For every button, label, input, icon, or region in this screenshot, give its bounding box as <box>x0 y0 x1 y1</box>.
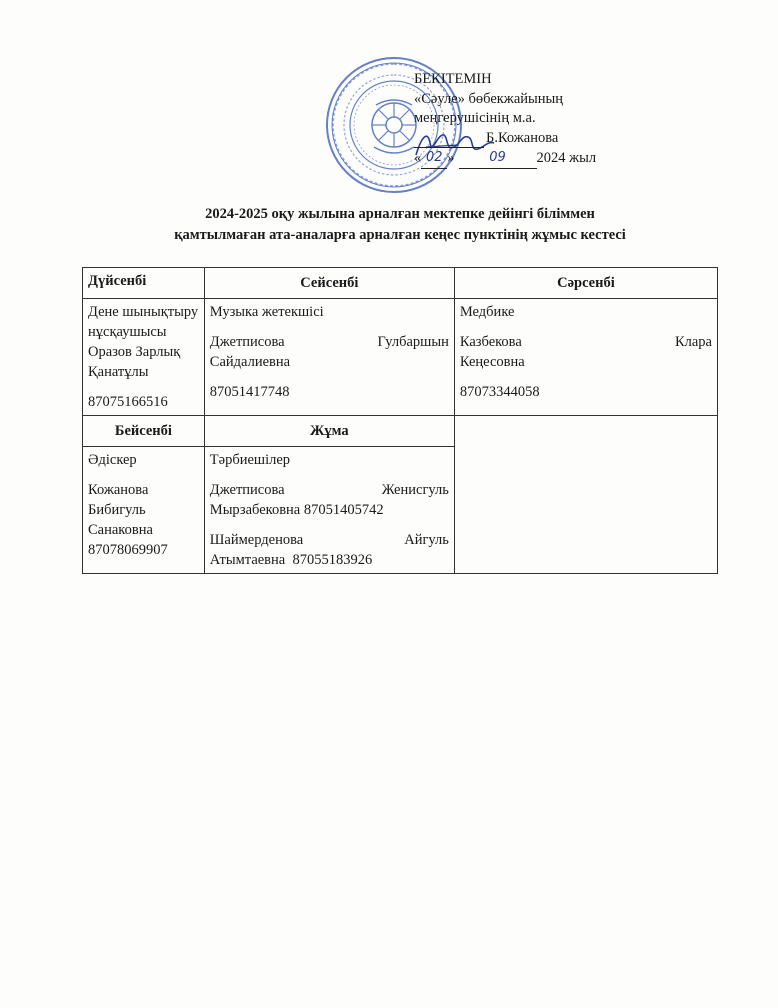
title-line-2: қамтылмаған ата-аналарға арналған кеңес пунктінің жұмыс кестесі <box>174 227 626 243</box>
tuesday-role: Музыка жетекшісі <box>209 304 324 320</box>
thursday-phone: 87078069907 <box>88 542 168 558</box>
friday-p1-second: Женисгуль <box>381 482 449 498</box>
approval-position: меңгерушісінің м.а. <box>414 110 536 126</box>
friday-p1-first: Джетписова <box>209 482 285 498</box>
header-thursday: Бейсенбі <box>83 416 205 447</box>
cell-thursday <box>83 447 205 574</box>
approval-organization: «Сәуле» бөбекжайының <box>414 90 564 107</box>
monday-phone: 87075166516 <box>88 394 168 410</box>
date-day: 02 <box>421 148 447 169</box>
tuesday-name-first: Джетписова <box>209 334 285 350</box>
title-line-1: 2024-2025 оқу жылына арналған мектепке дейінгі біліммен <box>205 206 595 222</box>
signature-blank <box>414 131 484 148</box>
approval-block <box>414 70 714 169</box>
empty-cell <box>454 416 717 574</box>
date-close-quote: » <box>447 150 455 166</box>
tuesday-name-second: Гулбаршын <box>377 334 449 350</box>
wednesday-role: Медбике <box>459 304 515 320</box>
friday-person1-line <box>210 480 449 500</box>
date-month: 09 <box>459 148 537 169</box>
friday-p1-rest: Мырзабековна 87051405742 <box>209 502 384 518</box>
header-tuesday: Сейсенбі <box>204 268 454 299</box>
approval-heading: БЕКІТЕМІН <box>414 71 492 87</box>
wednesday-phone: 87073344058 <box>459 384 540 400</box>
table-row <box>83 299 718 416</box>
approval-date <box>414 148 714 169</box>
wednesday-name-line <box>460 332 712 352</box>
friday-role: Тәрбиешілер <box>209 452 291 468</box>
cell-wednesday <box>454 299 717 416</box>
table-header-row <box>83 268 718 299</box>
tuesday-phone: 87051417748 <box>209 384 290 400</box>
tuesday-name-third: Сайдалиевна <box>209 354 291 370</box>
approval-signature-line <box>414 129 714 149</box>
thursday-name: Кожанова Бибигуль Санаковна <box>88 482 153 538</box>
header-wednesday: Сәрсенбі <box>454 268 717 299</box>
wednesday-name-second: Клара <box>674 334 712 350</box>
wednesday-name-third: Кеңесовна <box>459 354 525 370</box>
cell-monday <box>83 299 205 416</box>
cell-friday <box>204 447 454 574</box>
date-open-quote: « <box>414 150 422 166</box>
friday-person2-line <box>210 530 449 550</box>
friday-p2-rest: Атымтаевна 87055183926 <box>209 552 373 568</box>
friday-p2-second: Айгуль <box>404 532 449 548</box>
wednesday-name-first: Казбекова <box>459 334 522 350</box>
date-year: 2024 жыл <box>536 150 597 166</box>
header-friday: Жұма <box>204 416 454 447</box>
monday-name: Оразов Зарлық Қанатұлы <box>88 344 181 380</box>
thursday-role: Әдіскер <box>88 452 137 468</box>
header-monday: Дүйсенбі <box>83 268 205 299</box>
document-title <box>60 204 740 246</box>
cell-tuesday <box>204 299 454 416</box>
table-header-row-2 <box>83 416 718 447</box>
schedule-table <box>82 267 718 574</box>
friday-p2-first: Шаймерденова <box>209 532 304 548</box>
monday-role: Дене шынықтыру нұсқаушысы <box>88 304 199 340</box>
tuesday-name-line <box>210 332 449 352</box>
approval-signatory: Б.Кожанова <box>486 129 559 146</box>
